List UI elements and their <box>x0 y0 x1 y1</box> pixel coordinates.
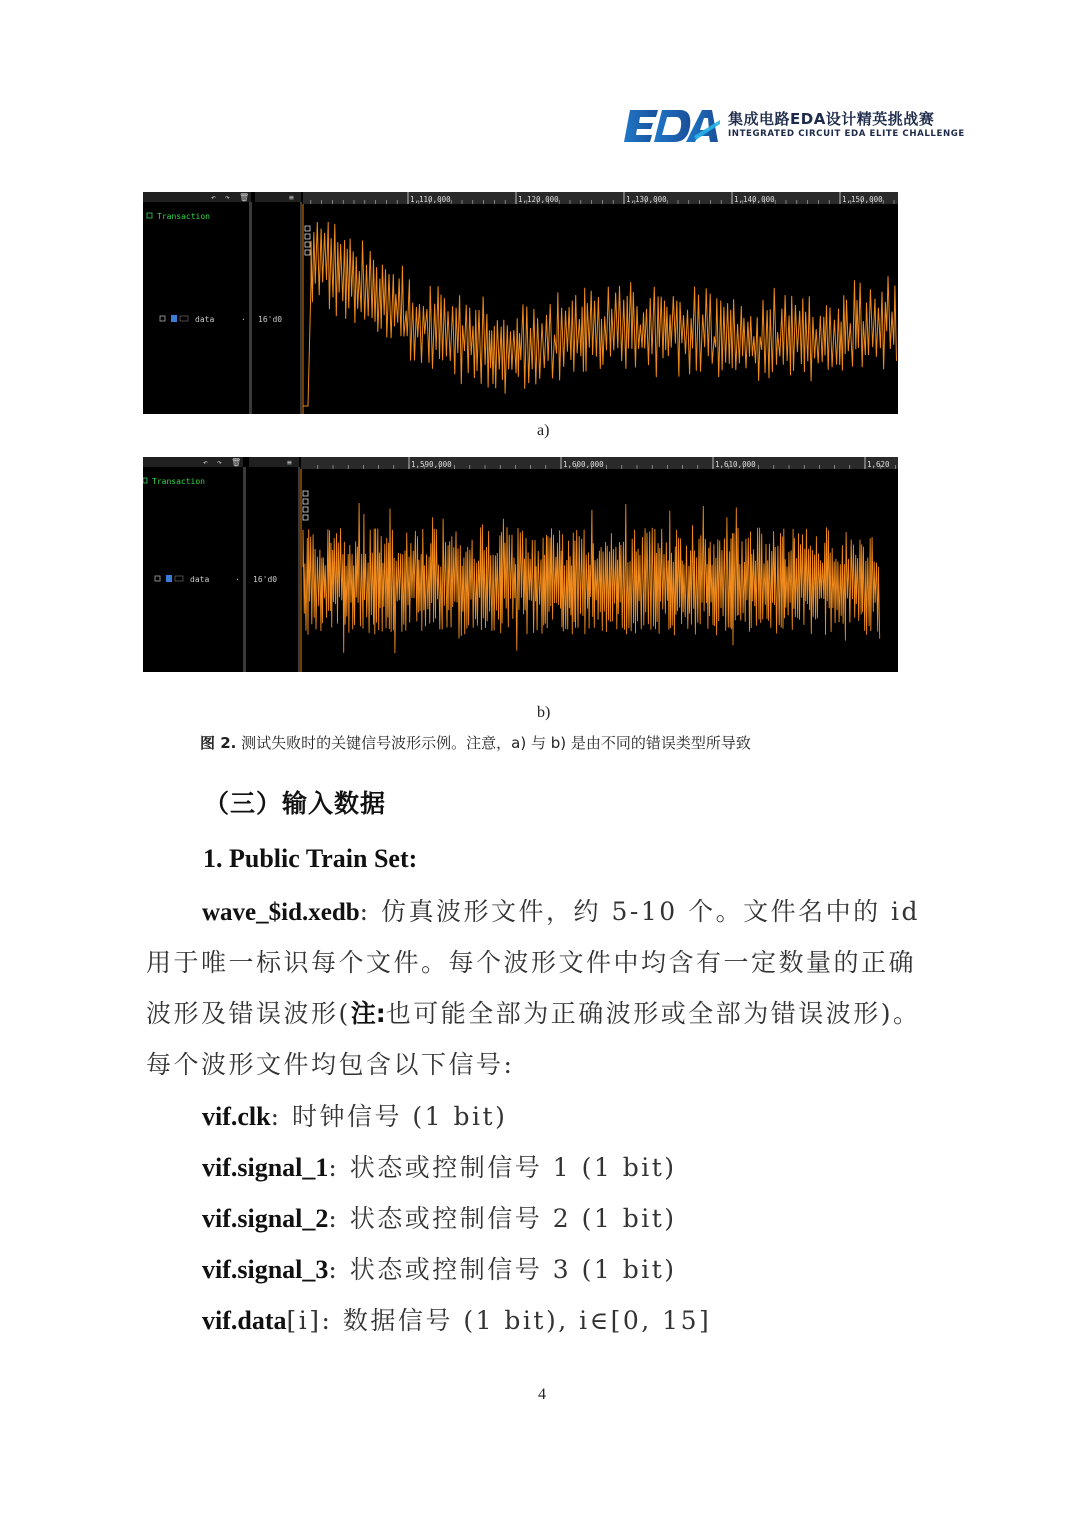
signal-term: vif.data <box>202 1306 287 1335</box>
tree-scrollbar[interactable] <box>249 202 252 414</box>
bus-icon <box>166 575 172 582</box>
signal-item-signal-1: vif.signal_1: 状态或控制信号 1 (1 bit) <box>202 1153 677 1182</box>
signal-item-data: vif.data[i]: 数据信号 (1 bit), i∈[0, 15] <box>202 1306 712 1335</box>
signal-value: 16'd0 <box>253 575 278 584</box>
header-title-en: INTEGRATED CIRCUIT EDA ELITE CHALLENGE <box>728 129 965 139</box>
undo-icon[interactable]: ↶ <box>203 458 208 467</box>
subsection-heading: 1. Public Train Set: <box>203 844 418 873</box>
paragraph-line-4: 每个波形文件均包含以下信号: <box>146 1050 515 1079</box>
figure-number: 图 2. <box>200 734 237 752</box>
ruler-tick-label: 1,590,000 <box>411 460 452 469</box>
signal-name[interactable]: data <box>195 315 215 324</box>
tree-root-label[interactable]: Transaction <box>157 212 210 221</box>
signal-term: vif.clk <box>202 1102 271 1131</box>
page-number: 4 <box>538 1386 546 1403</box>
ruler-tick-label: 1,110,000 <box>410 195 451 204</box>
signal-term: vif.signal_2 <box>202 1204 329 1233</box>
ruler-tick-label: 1,620 <box>867 460 890 469</box>
note-label: 注: <box>350 999 386 1028</box>
eda-logo <box>624 106 720 146</box>
tree-scrollbar[interactable] <box>243 467 246 672</box>
signal-name[interactable]: data <box>190 575 210 584</box>
waveform-panel-a <box>143 192 898 414</box>
redo-icon[interactable]: ↷ <box>217 458 222 467</box>
redo-icon[interactable]: ↷ <box>225 193 230 202</box>
svg-text:·: · <box>241 315 246 324</box>
ruler-tick-label: 1,600,000 <box>563 460 604 469</box>
waveform-trace <box>303 503 880 653</box>
ruler-tick-label: 1,150,000 <box>842 195 883 204</box>
waveform-viewer-b <box>143 457 898 672</box>
file-term: wave_$id.xedb <box>202 899 360 926</box>
bus-icon <box>171 315 177 322</box>
section-heading: （三）输入数据 <box>204 789 387 818</box>
page-header <box>624 104 965 148</box>
paragraph-line-3: 波形及错误波形(注:也可能全部为正确波形或全部为错误波形)。 <box>146 999 921 1028</box>
trash-icon[interactable]: 🗑 <box>239 193 250 202</box>
signal-term: vif.signal_3 <box>202 1255 329 1284</box>
waveform-viewer-a <box>143 192 898 414</box>
waveform-panel-b <box>143 457 898 672</box>
svg-text:·: · <box>235 575 240 584</box>
paragraph-line-1: wave_$id.xedb: 仿真波形文件，约 5-10 个。文件名中的 id <box>202 897 921 926</box>
signal-item-clk: vif.clk: 时钟信号 (1 bit) <box>202 1102 508 1131</box>
menu-icon[interactable]: ≡ <box>289 193 294 202</box>
menu-icon[interactable]: ≡ <box>287 458 292 467</box>
zoom-controls[interactable] <box>303 491 308 520</box>
undo-icon[interactable]: ↶ <box>211 193 216 202</box>
figure-caption-text: 测试失败时的关键信号波形示例。注意，a) 与 b) 是由不同的错误类型所导致 <box>241 734 751 752</box>
signal-value: 16'd0 <box>258 315 283 324</box>
ruler-tick-label: 1,140,000 <box>734 195 775 204</box>
zoom-controls[interactable] <box>305 226 310 255</box>
waveform-trace <box>303 222 897 406</box>
panel-a-label: a) <box>537 422 550 439</box>
ruler-tick-label: 1,130,000 <box>626 195 667 204</box>
tree-root-label[interactable]: Transaction <box>152 477 205 486</box>
ruler-tick-label: 1,610,000 <box>715 460 756 469</box>
panel-b-label: b) <box>537 704 551 721</box>
signal-term: vif.signal_1 <box>202 1153 329 1182</box>
header-title-cn: 集成电路EDA设计精英挑战赛 <box>728 110 935 128</box>
figure-caption <box>200 732 751 753</box>
signal-item-signal-3: vif.signal_3: 状态或控制信号 3 (1 bit) <box>202 1255 677 1284</box>
paragraph-line-2: 用于唯一标识每个文件。每个波形文件中均含有一定数量的正确 <box>146 948 917 977</box>
time-ruler[interactable] <box>303 192 898 204</box>
ruler-tick-label: 1,120,000 <box>518 195 559 204</box>
trash-icon[interactable]: 🗑 <box>231 458 242 467</box>
signal-item-signal-2: vif.signal_2: 状态或控制信号 2 (1 bit) <box>202 1204 677 1233</box>
